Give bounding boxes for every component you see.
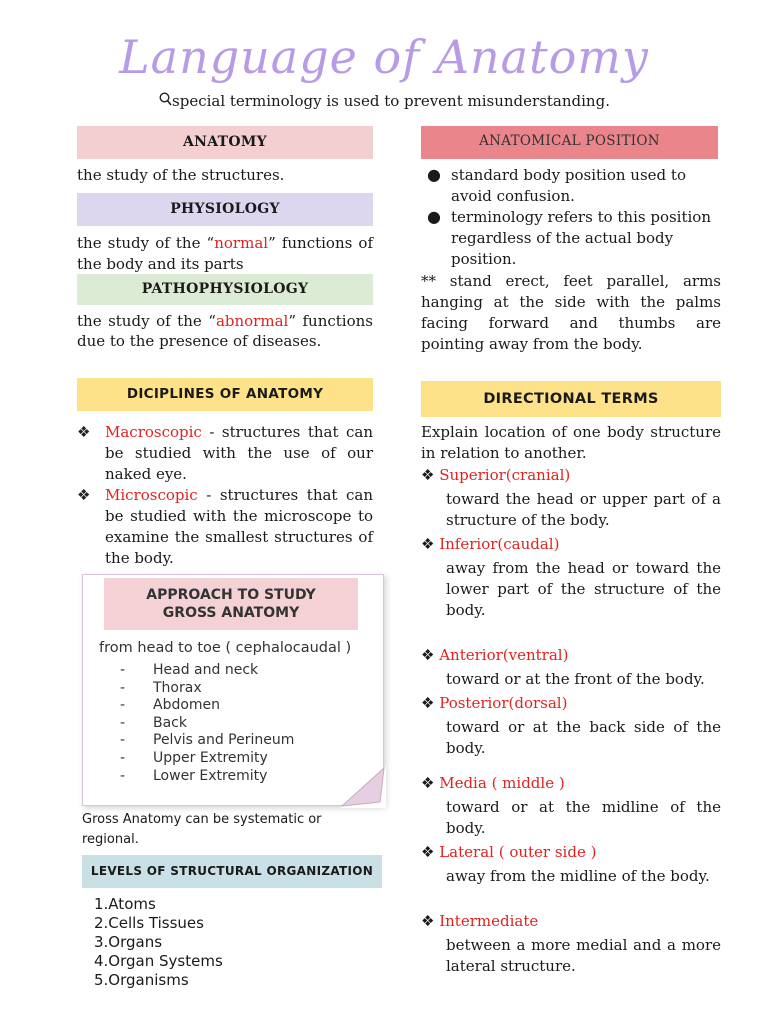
directional-term-label: Superior(cranial) [439, 466, 571, 484]
directional-term [421, 645, 721, 693]
directional-term-desc: away from the head or toward the lower part of the structure of the body. [446, 559, 721, 619]
pathophysiology-highlight: abnormal [215, 312, 289, 330]
levels-item: 1.Atoms [94, 895, 156, 913]
pathophysiology-heading-label: PATHOPHYSIOLOGY [141, 281, 309, 297]
position-bullet-text: terminology refers to this position regardless of the actual body position. [451, 208, 711, 268]
position-bullet [423, 165, 721, 207]
diamond-bullet-icon: ❖ [421, 843, 440, 861]
discipline-item [77, 422, 373, 485]
levels-item: 2.Cells Tissues [94, 914, 204, 932]
bullet-dot-icon: ● [427, 165, 441, 184]
directional-term [421, 465, 721, 534]
approach-item: - Lower Extremity [120, 767, 268, 784]
directional-term [421, 911, 721, 980]
directional-term-row [421, 645, 721, 666]
levels-item: 5.Organisms [94, 971, 189, 989]
directional-term [421, 842, 721, 911]
pathophysiology-text-post: ” functions due to the presence of diseases. [77, 312, 373, 350]
approach-item: - Head and neck [120, 662, 259, 678]
approach-item: - Thorax [120, 679, 202, 696]
directional-terms-heading [421, 381, 721, 417]
levels-heading [82, 855, 382, 888]
pathophysiology-text [77, 311, 373, 351]
directional-term-label: Intermediate [439, 912, 539, 930]
approach-intro: from head to toe ( cephalocaudal ) [99, 640, 352, 656]
approach-heading-line2: GROSS ANATOMY [162, 605, 300, 621]
anatomy-heading [77, 126, 373, 159]
approach-item: - Upper Extremity [120, 749, 268, 766]
diamond-bullet-icon: ❖ [77, 486, 91, 504]
directional-term-row [421, 534, 721, 555]
physiology-text-pre: the study of the “ [77, 234, 215, 252]
approach-item: - Abdomen [120, 697, 221, 714]
approach-item-label: Upper Extremity [153, 749, 268, 766]
diamond-bullet-icon: ❖ [421, 912, 440, 930]
disciplines-list [77, 422, 373, 569]
approach-item-label: Back [153, 714, 187, 731]
approach-item-label: Thorax [153, 679, 202, 696]
levels-heading-label: LEVELS OF STRUCTURAL ORGANIZATION [90, 864, 374, 878]
disciplines-heading-label: DICIPLINES OF ANATOMY [126, 386, 324, 402]
directional-terms-heading-label: DIRECTIONAL TERMS [483, 391, 659, 407]
directional-term-row [421, 842, 721, 863]
diamond-bullet-icon: ❖ [421, 774, 440, 792]
discipline-term: Microscopic [105, 486, 198, 504]
approach-note: Gross Anatomy can be systematic or regional. [82, 812, 322, 847]
directional-term-row [421, 911, 721, 932]
levels-item: 3.Organs [94, 933, 163, 951]
discipline-item [77, 485, 373, 569]
directional-term [421, 773, 721, 842]
position-note: ** stand erect, feet parallel, arms hanging at the side with the palms facing forward and thumbs are pointing away from the body. [421, 272, 721, 353]
directional-term-row [421, 693, 721, 714]
position-bullets [423, 165, 721, 270]
anatomical-position-heading [421, 126, 718, 159]
diamond-bullet-icon: ❖ [421, 466, 440, 484]
anatomical-position-heading-label: ANATOMICAL POSITION [479, 133, 660, 149]
approach-item: - Back [120, 714, 187, 731]
directional-term-desc: toward or at the midline of the body. [446, 798, 721, 837]
directional-term [421, 693, 721, 773]
discipline-desc: - structures that can be studied with the use of our naked eye. [105, 423, 373, 483]
diamond-bullet-icon: ❖ [421, 646, 440, 664]
approach-item-label: Abdomen [153, 697, 221, 714]
directional-term [421, 534, 721, 645]
disciplines-heading [77, 378, 373, 411]
directional-term-row [421, 773, 721, 794]
directional-term-desc: toward or at the back side of the body. [446, 718, 721, 757]
directional-term-label: Inferior(caudal) [439, 535, 560, 553]
approach-item-label: Head and neck [153, 662, 259, 678]
directional-term-label: Anterior(ventral) [439, 646, 569, 664]
directional-term-desc: between a more medial and a more lateral structure. [446, 936, 721, 975]
directional-intro: Explain location of one body structure in relation to another. [421, 423, 721, 462]
diamond-bullet-icon: ❖ [421, 694, 440, 712]
directional-term-desc: toward or at the front of the body. [446, 670, 705, 688]
pathophysiology-text-pre: the study of the “ [77, 312, 216, 330]
approach-list [120, 662, 360, 785]
anatomy-text: the study of the structures. [77, 166, 285, 184]
levels-item: 4.Organ Systems [94, 952, 223, 970]
diamond-bullet-icon: ❖ [77, 423, 91, 441]
directional-term-desc: toward the head or upper part of a structure of the body. [446, 490, 721, 529]
physiology-heading [77, 193, 373, 226]
anatomy-heading-label: ANATOMY [183, 134, 267, 150]
directional-terms-list [421, 465, 721, 980]
bullet-dot-icon: ● [427, 207, 441, 226]
approach-item-label: Pelvis and Perineum [153, 732, 295, 749]
approach-heading-line1: APPROACH TO STUDY [146, 587, 316, 603]
directional-term-label: Lateral ( outer side ) [439, 843, 597, 861]
levels-list [94, 895, 354, 990]
pathophysiology-heading [77, 274, 373, 305]
directional-term-desc: away from the midline of the body. [446, 867, 710, 885]
directional-term-label: Posterior(dorsal) [439, 694, 568, 712]
position-bullet [423, 207, 721, 270]
page-title: Language of Anatomy [119, 30, 649, 84]
directional-term-row [421, 465, 721, 486]
physiology-heading-label: PHYSIOLOGY [170, 201, 280, 217]
directional-term-label: Media ( middle ) [439, 774, 565, 792]
physiology-highlight: normal [214, 234, 269, 252]
physiology-text-post: ” functions of the body and its parts [77, 234, 373, 273]
discipline-term: Macroscopic [105, 423, 202, 441]
magnifier-icon [158, 92, 172, 110]
subtitle [0, 92, 768, 110]
physiology-text [77, 233, 373, 275]
page-curl-icon [340, 766, 386, 808]
position-bullet-text: standard body position used to avoid confusion. [451, 166, 686, 205]
approach-heading [104, 578, 358, 630]
subtitle-text: special terminology is used to prevent misunderstanding. [172, 92, 610, 110]
approach-item-label: Lower Extremity [153, 767, 268, 784]
discipline-desc: - structures that can be studied with the microscope to examine the smallest structures of the body. [105, 486, 373, 567]
diamond-bullet-icon: ❖ [421, 535, 440, 553]
approach-item: - Pelvis and Perineum [120, 732, 295, 749]
